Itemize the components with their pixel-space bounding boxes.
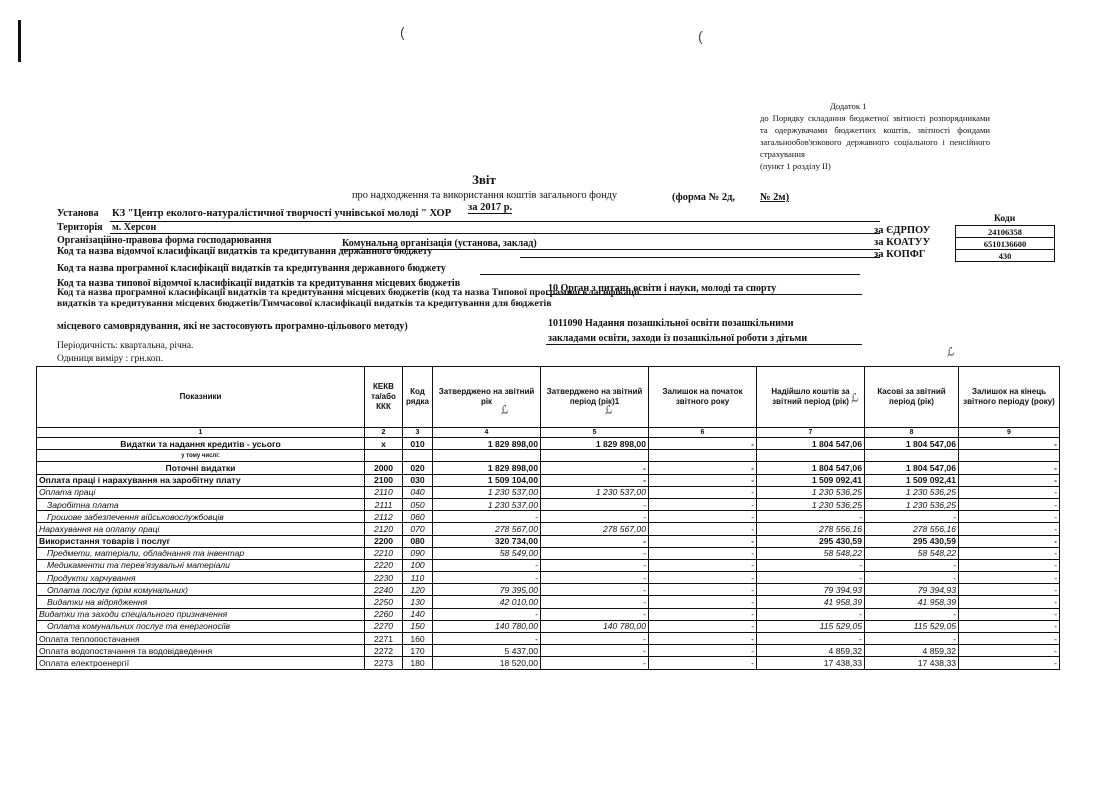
prog-code-label: Код та назва програмної класифікації видатків та кредитування державного бюджету [57, 263, 446, 274]
value-cell [757, 450, 865, 462]
value-cell: 1 829 898,00 [433, 462, 541, 474]
value-cell: 79 394,93 [865, 584, 959, 596]
value-cell: - [865, 572, 959, 584]
value-cell: - [959, 596, 1060, 608]
row-code-cell [403, 450, 433, 462]
report-title: Звіт [472, 172, 496, 187]
row-code-cell: 2273 [365, 657, 403, 669]
row-code-cell: 2240 [365, 584, 403, 596]
appendix-block [760, 100, 990, 172]
value-cell: 1 829 898,00 [433, 438, 541, 450]
report-period: за 2017 р. [468, 202, 513, 213]
edrpou-label: за ЄДРПОУ [874, 225, 931, 236]
territory-value: м. Херсон [112, 222, 157, 233]
edrpou-code: 24106358 [956, 226, 1055, 238]
value-cell: 41 958,39 [865, 596, 959, 608]
value-cell: 278 556,16 [865, 523, 959, 535]
column-number: 2 [365, 428, 403, 438]
value-cell: 41 958,39 [757, 596, 865, 608]
appendix-title: Додаток 1 [830, 101, 867, 111]
signature: ℒ [602, 403, 614, 418]
table-row [37, 535, 1060, 547]
value-cell: - [757, 572, 865, 584]
value-cell: 1 230 536,25 [865, 486, 959, 498]
value-cell [649, 450, 757, 462]
value-cell: 1 230 536,25 [865, 498, 959, 510]
row-code-cell: 160 [403, 633, 433, 645]
value-cell: - [959, 620, 1060, 632]
prog-local-label-1: Код та назва програмної класифікації видатків та кредитування місцевих бюджетів (код та назва Типової програмної класифікації [57, 287, 640, 298]
column-header: Залишок на кінець звітного періоду (року) [959, 367, 1060, 428]
value-cell: 5 437,00 [433, 645, 541, 657]
report-form: (форма № 2д, [672, 192, 736, 203]
value-cell: 1 509 104,00 [433, 474, 541, 486]
typical-code-value: 10 Орган з питань освіти і науки, молоді та спорту [548, 283, 777, 294]
table-row [37, 572, 1060, 584]
value-cell: 17 438,33 [865, 657, 959, 669]
row-code-cell: 2272 [365, 645, 403, 657]
underline [110, 233, 880, 234]
row-label: Поточні видатки [37, 462, 365, 474]
value-cell: - [541, 498, 649, 510]
value-cell: - [541, 474, 649, 486]
value-cell: - [865, 608, 959, 620]
signature: ℒ [848, 391, 860, 406]
value-cell: 1 230 537,00 [433, 498, 541, 510]
value-cell: - [433, 633, 541, 645]
table-row [37, 559, 1060, 571]
value-cell: - [757, 608, 865, 620]
value-cell: - [649, 462, 757, 474]
value-cell: - [865, 559, 959, 571]
table-row [37, 474, 1060, 486]
value-cell: 1 804 547,06 [757, 462, 865, 474]
value-cell: - [541, 584, 649, 596]
value-cell: - [959, 438, 1060, 450]
row-code-cell: 2112 [365, 511, 403, 523]
value-cell: 58 549,00 [433, 547, 541, 559]
table-row [37, 596, 1060, 608]
value-cell: - [541, 547, 649, 559]
value-cell: - [959, 511, 1060, 523]
dept-code-label: Код та назва відомчої класифікації видатків та кредитування державного бюджету [57, 246, 433, 257]
value-cell: - [959, 474, 1060, 486]
underline [110, 221, 880, 222]
value-cell: - [649, 633, 757, 645]
row-code-cell: х [365, 438, 403, 450]
value-cell: 278 567,00 [541, 523, 649, 535]
value-cell: - [649, 559, 757, 571]
value-cell: - [865, 633, 959, 645]
value-cell: - [649, 523, 757, 535]
value-cell: - [433, 608, 541, 620]
row-code-cell: 140 [403, 608, 433, 620]
underline [480, 274, 860, 275]
prog-local-value-2: закладами освіти, заходи із позашкільної роботи з дітьми [548, 333, 808, 344]
row-label: Оплата комунальних послуг та енергоносіїв [37, 620, 365, 632]
row-label: Видатки на відрядження [37, 596, 365, 608]
row-label: Оплата праці [37, 486, 365, 498]
appendix-text: до Порядку складання бюджетної звітності розпорядниками та одержувачами бюджетних коштів, звітності фондами загальнообов'язкового державного соціального і пенсійного страхування [760, 113, 990, 159]
value-cell: 115 529,05 [757, 620, 865, 632]
unit: Одиниця виміру : грн.коп. [57, 354, 164, 364]
value-cell: 278 556,16 [757, 523, 865, 535]
row-code-cell: 2270 [365, 620, 403, 632]
value-cell: 58 548,22 [757, 547, 865, 559]
value-cell: 320 734,00 [433, 535, 541, 547]
value-cell: - [959, 547, 1060, 559]
row-code-cell: 030 [403, 474, 433, 486]
row-label: Видатки та заходи спеціального призначення [37, 608, 365, 620]
row-code-cell: 020 [403, 462, 433, 474]
value-cell: - [541, 572, 649, 584]
row-label: Видатки та надання кредитів - усього [37, 438, 365, 450]
row-code-cell: 2220 [365, 559, 403, 571]
value-cell: 1 829 898,00 [541, 438, 649, 450]
table-row [37, 633, 1060, 645]
row-code-cell: 080 [403, 535, 433, 547]
value-cell: 42 010,00 [433, 596, 541, 608]
scan-blot: ( [400, 24, 405, 40]
row-code-cell: 170 [403, 645, 433, 657]
row-label: Заробітна плата [37, 498, 365, 510]
column-number: 6 [649, 428, 757, 438]
value-cell: - [541, 462, 649, 474]
value-cell: - [865, 511, 959, 523]
row-code-cell [365, 450, 403, 462]
value-cell: - [757, 633, 865, 645]
institution-label: Установа [57, 208, 99, 219]
row-code-cell: 2271 [365, 633, 403, 645]
row-label: Медикаменти та перев'язувальні матеріали [37, 559, 365, 571]
column-header: Затверджено на звітний рік [433, 367, 541, 428]
table-row [37, 620, 1060, 632]
value-cell: 1 509 092,41 [865, 474, 959, 486]
report-table [36, 366, 1060, 670]
row-code-cell: 010 [403, 438, 433, 450]
koatuu-label: за КОАТУУ [874, 237, 931, 248]
row-label: Оплата послуг (крім комунальних) [37, 584, 365, 596]
table-header-row [37, 367, 1060, 428]
value-cell: 295 430,59 [865, 535, 959, 547]
table-row [37, 645, 1060, 657]
table-row [37, 511, 1060, 523]
table-row [37, 438, 1060, 450]
value-cell: 295 430,59 [757, 535, 865, 547]
value-cell: - [541, 511, 649, 523]
column-header: Код рядка [403, 367, 433, 428]
territory-label: Територія [57, 222, 103, 233]
value-cell: - [959, 572, 1060, 584]
row-label: Грошове забезпечення військовослужбовців [37, 511, 365, 523]
row-code-cell: 2000 [365, 462, 403, 474]
kopfg-code: 430 [956, 250, 1055, 262]
codes-table [955, 225, 1055, 262]
column-header: Надійшло коштів за звітний період (рік) [757, 367, 865, 428]
column-header: Залишок на початок звітного року [649, 367, 757, 428]
row-code-cell: 2100 [365, 474, 403, 486]
value-cell: - [649, 498, 757, 510]
value-cell: 1 230 537,00 [541, 486, 649, 498]
value-cell [541, 450, 649, 462]
koatuu-code: 6510136600 [956, 238, 1055, 250]
value-cell: - [959, 657, 1060, 669]
table-row [37, 486, 1060, 498]
value-cell: 1 230 536,25 [757, 498, 865, 510]
row-code-cell: 110 [403, 572, 433, 584]
row-code-cell: 090 [403, 547, 433, 559]
value-cell: - [959, 633, 1060, 645]
value-cell: - [433, 572, 541, 584]
row-label: Оплата електроенергії [37, 657, 365, 669]
table-row [37, 547, 1060, 559]
prog-local-value-1: 1011090 Надання позашкільної освіти позашкільними [548, 318, 794, 329]
value-cell: - [649, 535, 757, 547]
row-label: Продукти харчування [37, 572, 365, 584]
row-code-cell: 2230 [365, 572, 403, 584]
value-cell: - [649, 620, 757, 632]
value-cell: - [959, 523, 1060, 535]
row-code-cell: 130 [403, 596, 433, 608]
value-cell: 18 520,00 [433, 657, 541, 669]
value-cell: - [649, 584, 757, 596]
value-cell: 140 780,00 [541, 620, 649, 632]
periodicity: Періодичність: квартальна, річна. [57, 341, 194, 351]
column-number: 9 [959, 428, 1060, 438]
value-cell: - [649, 511, 757, 523]
report-subtitle: про надходження та використання коштів загального фонду [352, 190, 618, 201]
value-cell: - [649, 572, 757, 584]
row-label: у тому числі: [37, 450, 365, 462]
row-code-cell: 050 [403, 498, 433, 510]
value-cell: 1 509 092,41 [757, 474, 865, 486]
value-cell: 17 438,33 [757, 657, 865, 669]
row-code-cell: 100 [403, 559, 433, 571]
row-code-cell: 070 [403, 523, 433, 535]
column-number: 1 [37, 428, 365, 438]
value-cell: - [959, 498, 1060, 510]
appendix-point: (пункт 1 розділу ІІ) [760, 161, 831, 171]
row-code-cell: 2120 [365, 523, 403, 535]
value-cell: 278 567,00 [433, 523, 541, 535]
value-cell: - [541, 596, 649, 608]
value-cell: 58 548,22 [865, 547, 959, 559]
row-code-cell: 150 [403, 620, 433, 632]
value-cell: - [541, 535, 649, 547]
value-cell [433, 450, 541, 462]
underline [520, 257, 880, 258]
table-row [37, 584, 1060, 596]
scan-blot: ( [698, 28, 703, 44]
value-cell: 115 529,05 [865, 620, 959, 632]
value-cell: 79 394,93 [757, 584, 865, 596]
row-code-cell: 2110 [365, 486, 403, 498]
value-cell: - [649, 608, 757, 620]
column-number: 3 [403, 428, 433, 438]
legal-form-label: Організаційно-правова форма господарювання [57, 235, 272, 246]
table-row [37, 523, 1060, 535]
prog-local-label-2: видатків та кредитування місцевих бюджетів/Тимчасової класифікації видатків та кредитування для бюджетів [57, 298, 552, 309]
value-cell: 4 859,32 [865, 645, 959, 657]
value-cell: - [959, 584, 1060, 596]
row-label: Предмети, матеріали, обладнання та інвентар [37, 547, 365, 559]
value-cell: - [649, 438, 757, 450]
row-code-cell: 2260 [365, 608, 403, 620]
table-row [37, 657, 1060, 669]
value-cell: 140 780,00 [433, 620, 541, 632]
value-cell: 1 804 547,06 [865, 438, 959, 450]
value-cell: - [959, 462, 1060, 474]
column-header: Затверджено на звітний період (рік)1 [541, 367, 649, 428]
row-label: Оплата теплопостачання [37, 633, 365, 645]
row-code-cell: 2250 [365, 596, 403, 608]
value-cell: 4 859,32 [757, 645, 865, 657]
value-cell: - [541, 657, 649, 669]
kopfg-label: за КОПФГ [874, 249, 926, 260]
value-cell: - [541, 645, 649, 657]
column-number: 5 [541, 428, 649, 438]
row-code-cell: 2111 [365, 498, 403, 510]
row-label: Використання товарів і послуг [37, 535, 365, 547]
row-label: Оплата водопостачання та водовідведення [37, 645, 365, 657]
value-cell [959, 450, 1060, 462]
value-cell: - [649, 657, 757, 669]
value-cell: - [757, 511, 865, 523]
value-cell: - [757, 559, 865, 571]
row-label: Оплата праці і нарахування на заробітну плату [37, 474, 365, 486]
value-cell: - [541, 633, 649, 645]
column-number: 7 [757, 428, 865, 438]
table-row [37, 608, 1060, 620]
row-code-cell: 2210 [365, 547, 403, 559]
value-cell: 1 804 547,06 [865, 462, 959, 474]
value-cell: - [649, 645, 757, 657]
value-cell: - [959, 608, 1060, 620]
signature: ℒ [944, 345, 956, 360]
column-number: 8 [865, 428, 959, 438]
value-cell: - [433, 511, 541, 523]
value-cell: 1 230 537,00 [433, 486, 541, 498]
value-cell: - [959, 559, 1060, 571]
row-code-cell: 040 [403, 486, 433, 498]
column-header: Касові за звітний період (рік) [865, 367, 959, 428]
table-row [37, 498, 1060, 510]
prog-local-label-3: місцевого самоврядування, які не застосовують програмно-цільового методу) [57, 321, 408, 332]
row-label: Нарахування на оплату праці [37, 523, 365, 535]
typical-code-label: Код та назва типової відомчої класифікації видатків та кредитування місцевих бюджетів [57, 278, 461, 289]
value-cell [865, 450, 959, 462]
value-cell: - [433, 559, 541, 571]
value-cell: - [649, 486, 757, 498]
value-cell: 1 230 536,25 [757, 486, 865, 498]
signature: ℒ [498, 403, 510, 418]
row-code-cell: 120 [403, 584, 433, 596]
legal-form-value: Комунальна організація (установа, заклад) [342, 238, 537, 249]
scan-mark [18, 20, 21, 62]
underline [546, 344, 862, 345]
value-cell: - [541, 608, 649, 620]
value-cell: - [959, 486, 1060, 498]
report-form-number: № 2м) [760, 192, 790, 203]
column-header: КЕКВ та/або ККК [365, 367, 403, 428]
value-cell: - [541, 559, 649, 571]
value-cell: 1 804 547,06 [757, 438, 865, 450]
value-cell: - [959, 645, 1060, 657]
row-code-cell: 060 [403, 511, 433, 523]
table-row [37, 462, 1060, 474]
value-cell: - [649, 547, 757, 559]
value-cell: - [649, 596, 757, 608]
column-number: 4 [433, 428, 541, 438]
value-cell: - [959, 535, 1060, 547]
column-number-row [37, 428, 1060, 438]
row-code-cell: 2200 [365, 535, 403, 547]
value-cell: 79 395,00 [433, 584, 541, 596]
codes-heading: Коди [994, 214, 1016, 224]
table-row [37, 450, 1060, 462]
institution-value: КЗ "Центр еколого-натуралістичної творчості учнівської молоді " ХОР [112, 208, 452, 219]
value-cell: - [649, 474, 757, 486]
column-header: Показники [37, 367, 365, 428]
row-code-cell: 180 [403, 657, 433, 669]
